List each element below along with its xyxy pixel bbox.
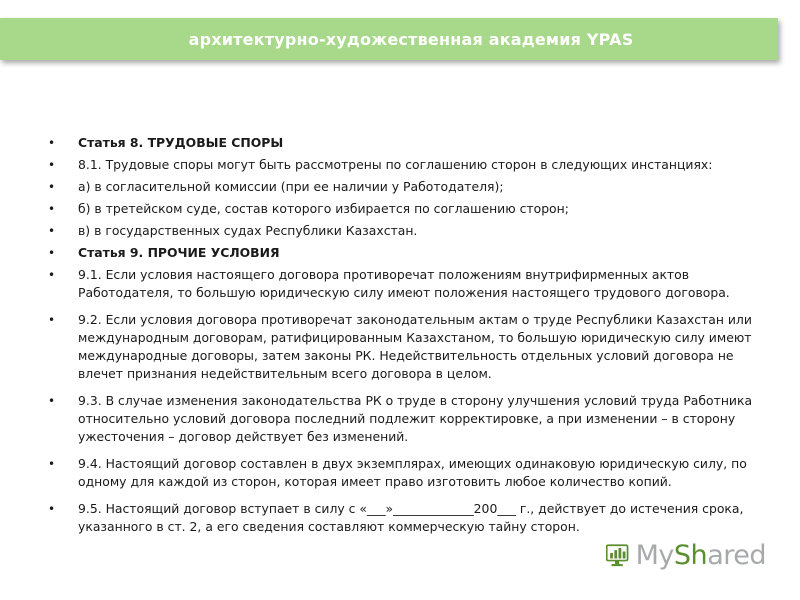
list-item-text: в) в государственных судах Республики Казахстан. (78, 223, 418, 238)
bullet-icon: • (48, 457, 56, 471)
list-item (48, 244, 760, 262)
list-item-text: 9.4. Настоящий договор составлен в двух экземплярах, имеющих одинаковую юридическую силу, по одному для каждой из сторон, которая имеет право изготовить любое количество копий. (78, 456, 747, 489)
myshared-logo (606, 535, 766, 575)
list-item-text: 9.2. Если условия договора противоречат законодательным актам о труде Республики Казахстан или международным договорам, ратифицированным Казахстаном, то большую юридическую силу имеют международные договоры, затем законы РК. Недействительность отдельных условий договора не влечет признания недействительным всего договора в целом. (78, 312, 752, 381)
list-item-text: 8.1. Трудовые споры могут быть рассмотрены по соглашению сторон в следующих инстанциях: (78, 157, 713, 172)
banner-title: архитектурно-художественная академия YPAS (188, 29, 634, 49)
list-item-text: 9.3. В случае изменения законодательства РК о труде в сторону улучшения условий труда Работника относительно условий договора последний подлежит корректировке, а при изменении – в сторону ужесточения – договор действует без изменений. (78, 393, 753, 444)
list-item (48, 455, 760, 491)
bullet-icon: • (48, 502, 56, 516)
list-item-text: б) в третейском суде, состав которого избирается по соглашению сторон; (78, 201, 569, 216)
myshared-logo-icon (606, 538, 630, 572)
content-list (48, 134, 760, 540)
list-item-text: Статья 9. ПРОЧИЕ УСЛОВИЯ (78, 245, 280, 260)
list-item (48, 134, 760, 152)
list-item-text: 9.5. Настоящий договор вступает в силу с «___»_____________200___ г., действует до истечения срока, указанного в ст. 2, а его сведения составляют коммерческую тайну сторон. (78, 501, 744, 534)
list-item (48, 311, 760, 383)
list-item (48, 266, 760, 302)
list-item-text: 9.1. Если условия настоящего договора противоречат положениям внутрифирменных актов Работодателя, то большую юридическую силу имеют положения настоящего трудового договора. (78, 267, 730, 300)
bullet-icon: • (48, 313, 56, 327)
list-item (48, 178, 760, 196)
list-item (48, 156, 760, 174)
bullet-icon: • (48, 136, 56, 150)
bullet-icon: • (48, 202, 56, 216)
list-item (48, 500, 760, 536)
list-item-text: а) в согласительной комиссии (при ее наличии у Работодателя); (78, 179, 504, 194)
list-item (48, 392, 760, 446)
bullet-icon: • (48, 180, 56, 194)
list-item-text: Статья 8. ТРУДОВЫЕ СПОРЫ (78, 135, 284, 150)
bullet-icon: • (48, 158, 56, 172)
bullet-icon: • (48, 224, 56, 238)
bullet-icon: • (48, 394, 56, 408)
logo-text: MyShared (635, 539, 766, 571)
bullet-icon: • (48, 246, 56, 260)
list-item (48, 200, 760, 218)
bullet-icon: • (48, 268, 56, 282)
list-item (48, 222, 760, 240)
header-banner (0, 18, 778, 60)
